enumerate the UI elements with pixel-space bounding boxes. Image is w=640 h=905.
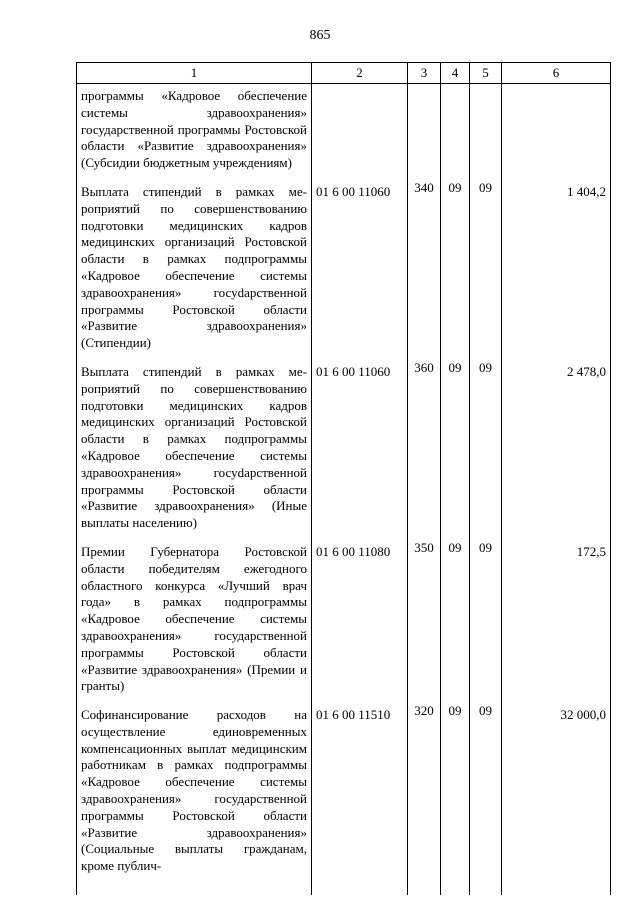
table-row bbox=[77, 84, 611, 180]
row-code: 01 6 00 11510 bbox=[312, 703, 408, 895]
header-col-1: 1 bbox=[77, 63, 312, 84]
row-amount: 172,5 bbox=[502, 540, 611, 703]
row-col-5 bbox=[470, 84, 502, 180]
row-col-4: 09 bbox=[441, 180, 470, 360]
header-col-4: 4 bbox=[441, 63, 470, 84]
page-number: 865 bbox=[309, 28, 331, 43]
row-description: Софинансирование расходов на осуществление единовременных компенсационных выплат медицинским работникам в рамках подпрограммы «Кадровое обеспечение системы здравоохранения» государственной программы Ростовской области «Развитие здравоохранения» (Социальные выплаты гражданам, кроме публич- bbox=[77, 703, 312, 895]
row-col-4: 09 bbox=[441, 360, 470, 540]
row-amount: 2 478,0 bbox=[502, 360, 611, 540]
row-col-3: 360 bbox=[408, 360, 441, 540]
row-code bbox=[312, 84, 408, 180]
row-col-5: 09 bbox=[470, 360, 502, 540]
header-row bbox=[77, 63, 611, 84]
budget-table bbox=[76, 62, 611, 895]
row-code: 01 6 00 11060 bbox=[312, 360, 408, 540]
row-code: 01 6 00 11060 bbox=[312, 180, 408, 360]
row-amount: 32 000,0 bbox=[502, 703, 611, 895]
table-row bbox=[77, 360, 611, 540]
row-amount: 1 404,2 bbox=[502, 180, 611, 360]
row-col-4 bbox=[441, 84, 470, 180]
row-col-5: 09 bbox=[470, 703, 502, 895]
row-col-4: 09 bbox=[441, 703, 470, 895]
row-col-3 bbox=[408, 84, 441, 180]
header-col-5: 5 bbox=[470, 63, 502, 84]
row-col-3: 350 bbox=[408, 540, 441, 703]
table-header bbox=[77, 63, 611, 84]
header-col-6: 6 bbox=[502, 63, 611, 84]
table-row bbox=[77, 180, 611, 360]
table-row bbox=[77, 540, 611, 703]
row-col-3: 340 bbox=[408, 180, 441, 360]
header-col-2: 2 bbox=[312, 63, 408, 84]
table-body bbox=[77, 84, 611, 896]
table-row bbox=[77, 703, 611, 895]
row-col-4: 09 bbox=[441, 540, 470, 703]
row-amount bbox=[502, 84, 611, 180]
row-description: Выплата стипендий в рамках мероприятий по совершенствованию подготовки медицинских кадров медицинских организаций Ростовской области в рамках подпрограммы «Кадровое обеспечение системы здравоохранения» госуdарственной программы Ростовской области «Развитие здравоохранения» (Стипендии) bbox=[77, 180, 312, 360]
row-col-5: 09 bbox=[470, 180, 502, 360]
row-description: Премии Губернатора Ростовской области победителям ежегодного областного конкурса «Лучший врач года» в рамках подпрограммы «Кадровое обеспечение системы здравоохранения» государственной программы Ростовской области «Развитие здравоохранения» (Премии и гранты) bbox=[77, 540, 312, 703]
header-col-3: 3 bbox=[408, 63, 441, 84]
row-description: программы «Кадровое обеспечение системы здравоохранения» государственной программы Ростовской области «Развитие здравоохранения» (Субсидии бюджетным учреждениям) bbox=[77, 84, 312, 180]
row-col-3: 320 bbox=[408, 703, 441, 895]
row-code: 01 6 00 11080 bbox=[312, 540, 408, 703]
row-description: Выплата стипендий в рамках мероприятий по совершенствованию подготовки медицинских кадров медицинских организаций Ростовской области в рамках подпрограммы «Кадровое обеспечение системы здравоохранения» госуdарственной программы Ростовской области «Развитие здравоохранения» (Иные выплаты населению) bbox=[77, 360, 312, 540]
row-col-5: 09 bbox=[470, 540, 502, 703]
